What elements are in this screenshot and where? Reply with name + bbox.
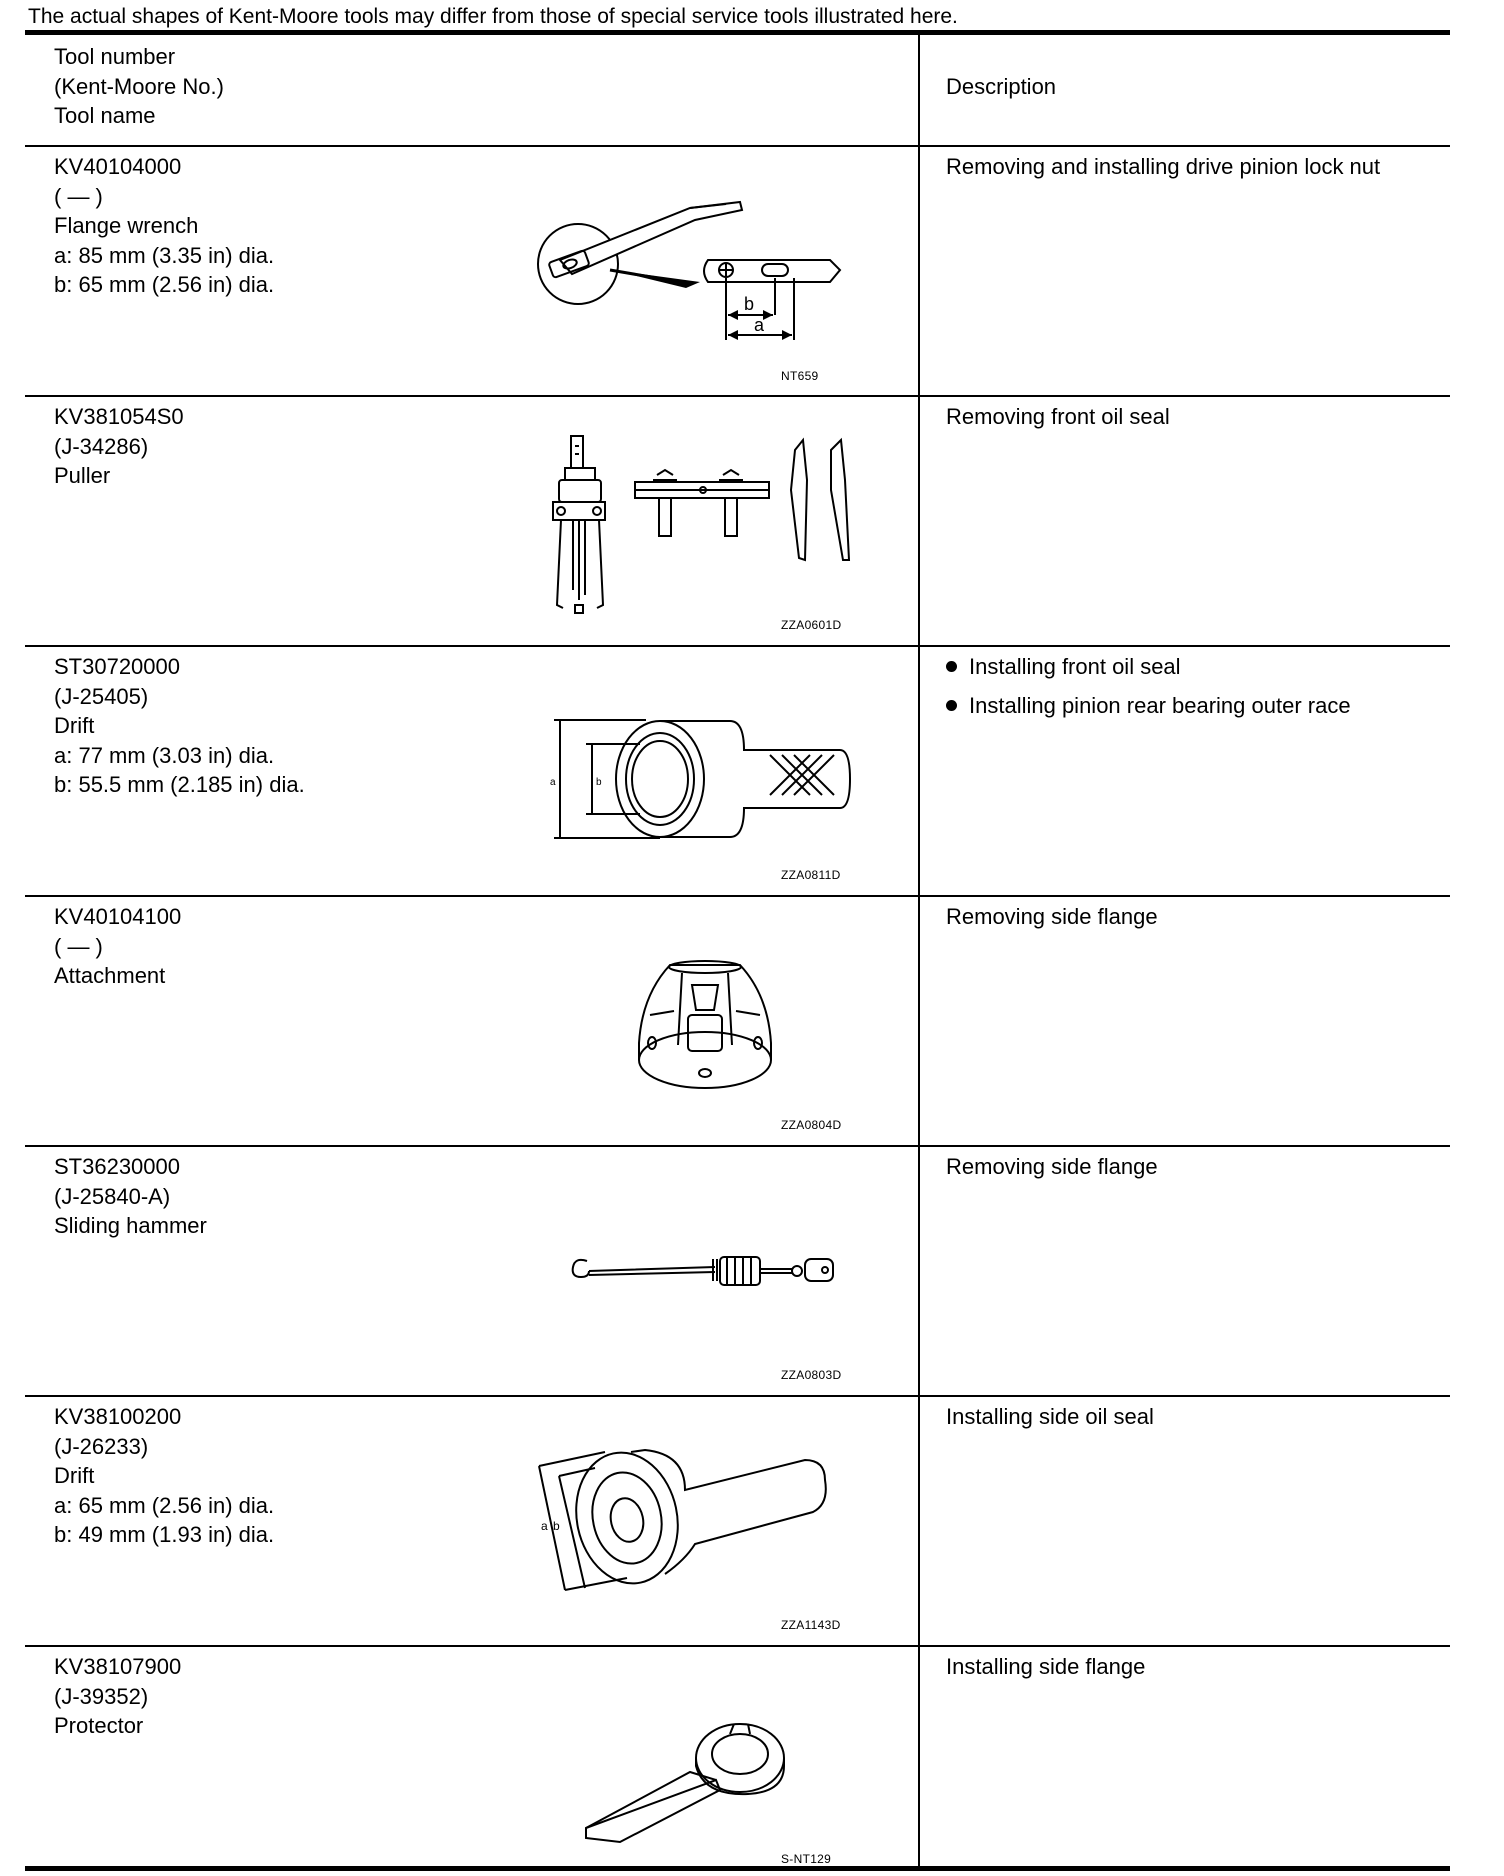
description-bullets	[946, 652, 1426, 729]
bullet-item	[946, 691, 1426, 721]
tool-cell-drift	[54, 1402, 494, 1550]
header-tool-line: (Kent-Moore No.)	[54, 73, 224, 99]
description-text: Removing and installing drive pinion lock nut	[946, 154, 1381, 179]
tool-cell-drift	[54, 652, 494, 800]
bullet-icon	[946, 700, 957, 711]
figure-code: S-NT129	[781, 1852, 832, 1866]
notice-text: The actual shapes of Kent-Moore tools may differ from those of special service tools illustrated here.	[28, 5, 958, 28]
attachment-illustration	[630, 955, 780, 1095]
figure-code: ZZA0803D	[781, 1368, 842, 1382]
drift-illustration	[535, 1440, 845, 1600]
kent-moore-number: (J-26233)	[54, 1433, 149, 1459]
tool-name: Sliding hammer	[54, 1213, 207, 1238]
kent-moore-number: (J-34286)	[54, 433, 149, 459]
tool-name: Drift	[54, 713, 95, 738]
description-text: Installing side oil seal	[946, 1404, 1154, 1429]
tool-dimension: a: 65 mm (2.56 in) dia.	[54, 1492, 275, 1518]
bullet-text: Installing pinion rear bearing outer race	[969, 692, 1351, 718]
tool-name: Flange wrench	[54, 213, 199, 238]
kent-moore-number: ( — )	[54, 183, 103, 209]
tool-name: Puller	[54, 463, 111, 488]
dimension-label-a: a	[754, 315, 765, 335]
tool-number: KV40104000	[54, 154, 182, 179]
header-description: Description	[946, 74, 1057, 99]
row-divider	[25, 645, 1450, 647]
header-tool-cell	[54, 42, 494, 131]
table-bottom-border	[25, 1866, 1450, 1871]
description-text: Removing side flange	[946, 904, 1158, 929]
tool-cell-sliding-hammer	[54, 1152, 494, 1241]
dimension-label-a: a	[550, 777, 556, 788]
row-divider	[25, 1145, 1450, 1147]
tool-dimension: a: 77 mm (3.03 in) dia.	[54, 742, 275, 768]
tool-name: Protector	[54, 1713, 144, 1738]
row-divider	[25, 395, 1450, 397]
kent-moore-number: (J-25405)	[54, 683, 149, 709]
figure-code: ZZA1143D	[781, 1618, 841, 1632]
tool-cell-protector	[54, 1652, 494, 1741]
tool-cell-flange-wrench	[54, 152, 494, 300]
row-divider	[25, 1645, 1450, 1647]
row-divider	[25, 1395, 1450, 1397]
row-divider	[25, 895, 1450, 897]
tool-number: KV381054S0	[54, 404, 184, 429]
tool-dimension: b: 49 mm (1.93 in) dia.	[54, 1522, 275, 1547]
tool-dimension: b: 65 mm (2.56 in) dia.	[54, 272, 275, 297]
tool-number: KV38100200	[54, 1404, 182, 1429]
description-text: Installing side flange	[946, 1654, 1146, 1679]
tool-number: KV40104100	[54, 904, 182, 929]
row-divider	[25, 145, 1450, 147]
header-tool-line: Tool name	[54, 103, 156, 128]
tool-dimension: b: 55.5 mm (2.185 in) dia.	[54, 772, 305, 797]
figure-code: ZZA0811D	[781, 868, 841, 882]
bullet-item	[946, 652, 1426, 682]
dimension-label-a: a	[541, 1519, 548, 1533]
tool-cell-attachment	[54, 902, 494, 991]
figure-code: NT659	[781, 369, 819, 383]
dimension-label-b: b	[744, 294, 755, 314]
figure-code: ZZA0601D	[781, 618, 842, 632]
description-text: Removing front oil seal	[946, 404, 1170, 429]
kent-moore-number: ( — )	[54, 933, 103, 959]
bullet-text: Installing front oil seal	[969, 654, 1181, 679]
tool-number: ST30720000	[54, 654, 180, 679]
header-tool-line: Tool number	[54, 44, 176, 69]
kent-moore-number: (J-39352)	[54, 1683, 149, 1709]
drift-illustration	[550, 710, 860, 860]
dimension-label-b: b	[596, 777, 602, 788]
tool-number: KV38107900	[54, 1654, 182, 1679]
bullet-icon	[946, 661, 957, 672]
tool-name: Drift	[54, 1463, 95, 1488]
tool-dimension: a: 85 mm (3.35 in) dia.	[54, 242, 275, 268]
table-top-border	[25, 30, 1450, 35]
flange-wrench-illustration	[530, 190, 850, 360]
dimension-label-b: b	[553, 1519, 560, 1533]
protector-illustration	[580, 1710, 820, 1850]
puller-illustration	[535, 430, 855, 640]
tool-name: Attachment	[54, 963, 166, 988]
tool-cell-puller	[54, 402, 494, 491]
figure-code: ZZA0804D	[781, 1118, 842, 1132]
kent-moore-number: (J-25840-A)	[54, 1183, 171, 1209]
description-text: Removing side flange	[946, 1154, 1158, 1179]
tool-number: ST36230000	[54, 1154, 180, 1179]
column-divider	[918, 35, 920, 1866]
sliding-hammer-illustration	[565, 1245, 845, 1305]
